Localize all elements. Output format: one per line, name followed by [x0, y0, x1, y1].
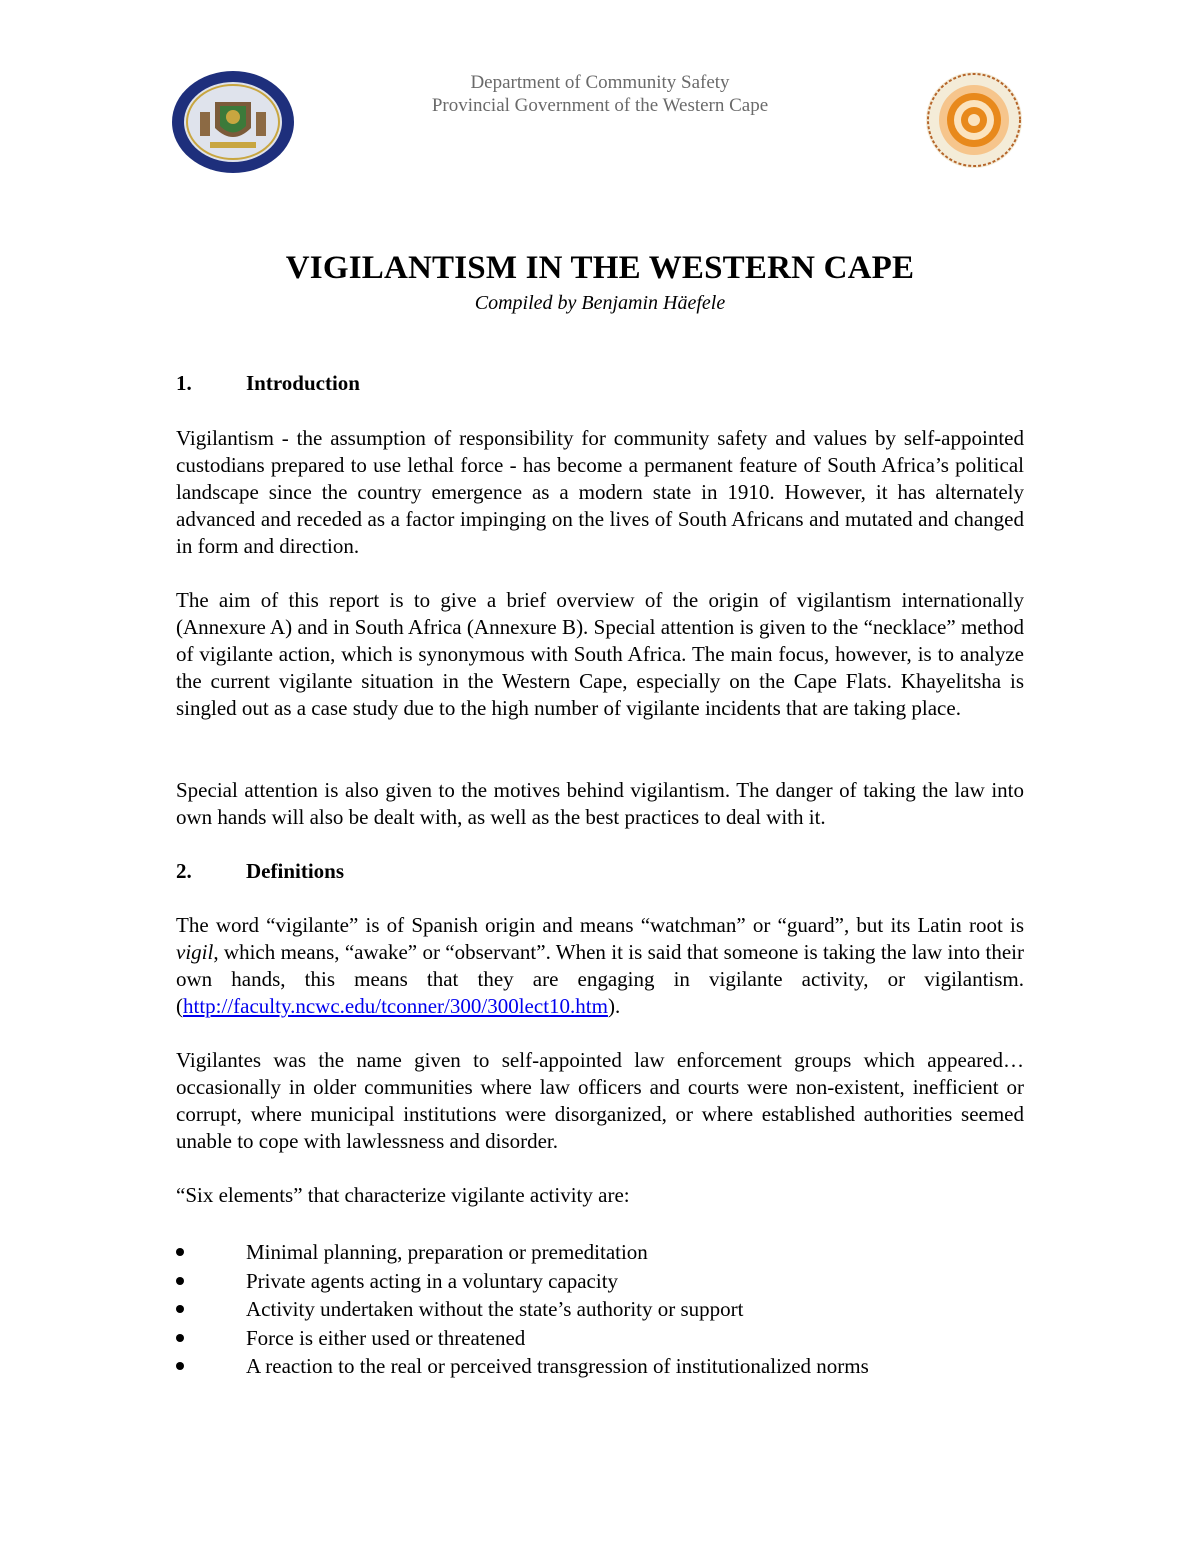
list-item-text: Activity undertaken without the state’s authority or support: [246, 1297, 744, 1321]
definitions-text: The word “vigilante” is of Spanish origin and means “watchman” or “guard”, but its Latin root is: [176, 913, 1024, 937]
intro-paragraph-1: Vigilantism - the assumption of responsibility for community safety and values by self-appointed custodians prepared to use lethal force - has become a permanent feature of South Africa’s political landscape since the country emergence as a modern state in 1910. However, it has alternately advanced and receded as a factor impinging on the lives of South Africans and mutated and changed in form and direction.: [176, 426, 1024, 558]
list-item-text: Force is either used or threatened: [246, 1325, 526, 1350]
document-subtitle: Compiled by Benjamin Häefele: [474, 292, 726, 314]
list-item: [176, 1295, 869, 1324]
six-elements-list: [176, 1238, 869, 1381]
definitions-paragraph-2: Vigilantes was the name given to self-appointed law enforcement groups which appeared…occasionally in older communities where law officers and courts were non-existent, inefficient or corrupt, where municipal institutions were disorganized, or where established authorities seemed unable to cope with lawlessness and disorder.: [176, 1048, 1024, 1153]
list-item: [176, 1267, 869, 1296]
list-item: [176, 1324, 869, 1353]
definitions-paragraph-1: [176, 912, 1024, 1020]
section-title: Definitions: [246, 859, 345, 883]
section-heading-introduction: [176, 370, 360, 397]
document-title: VIGILANTISM IN THE WESTERN CAPE: [285, 250, 915, 286]
bullet-icon: [176, 1248, 184, 1256]
government-name: Provincial Government of the Western Cape: [431, 95, 769, 116]
definitions-text: ).: [607, 994, 621, 1018]
section-title: Introduction: [246, 371, 360, 395]
department-name: Department of Community Safety: [470, 72, 730, 93]
definitions-text: , which means, “awake” or “observant”. When it is said that someone is taking the law into their own hands, this means that they are engaging in vigilante activity, or vigilantism. (: [176, 940, 1024, 1018]
bullet-icon: [176, 1362, 184, 1370]
definitions-paragraph-3: “Six elements” that characterize vigilante activity are:: [176, 1183, 630, 1207]
bullet-icon: [176, 1334, 184, 1342]
list-item-text: A reaction to the real or perceived transgression of institutionalized norms: [246, 1354, 869, 1378]
intro-paragraph-3: Special attention is also given to the motives behind vigilantism. The danger of taking the law into own hands will also be dealt with, as well as the best practices to deal with it.: [176, 778, 1024, 829]
section-number: 1.: [176, 371, 192, 395]
list-item-text: Private agents acting in a voluntary capacity: [246, 1268, 619, 1293]
page-header: [0, 0, 1200, 190]
intro-paragraph-2: The aim of this report is to give a brief overview of the origin of vigilantism internationally (Annexure A) and in South Africa (Annexure B). Special attention is given to the “necklace” method of vigilante action, which is synonymous with South Africa. The main focus, however, is to analyze the current vigilante situation in the Western Cape, especially on the Cape Flats. Khayelitsha is singled out as a case study due to the high number of vigilante incidents that are taking place.: [176, 588, 1024, 720]
bullet-icon: [176, 1277, 184, 1285]
source-link[interactable]: http://faculty.ncwc.edu/tconner/300/300lect10.htm: [183, 994, 608, 1018]
section-number: 2.: [176, 859, 192, 883]
list-item: [176, 1238, 869, 1267]
latin-term: vigil: [176, 940, 214, 964]
section-heading-definitions: [176, 858, 344, 885]
bullet-icon: [176, 1305, 184, 1313]
list-item-text: Minimal planning, preparation or premeditation: [246, 1240, 648, 1264]
community-safety-seal-icon: [920, 70, 1028, 170]
list-item: [176, 1352, 869, 1381]
